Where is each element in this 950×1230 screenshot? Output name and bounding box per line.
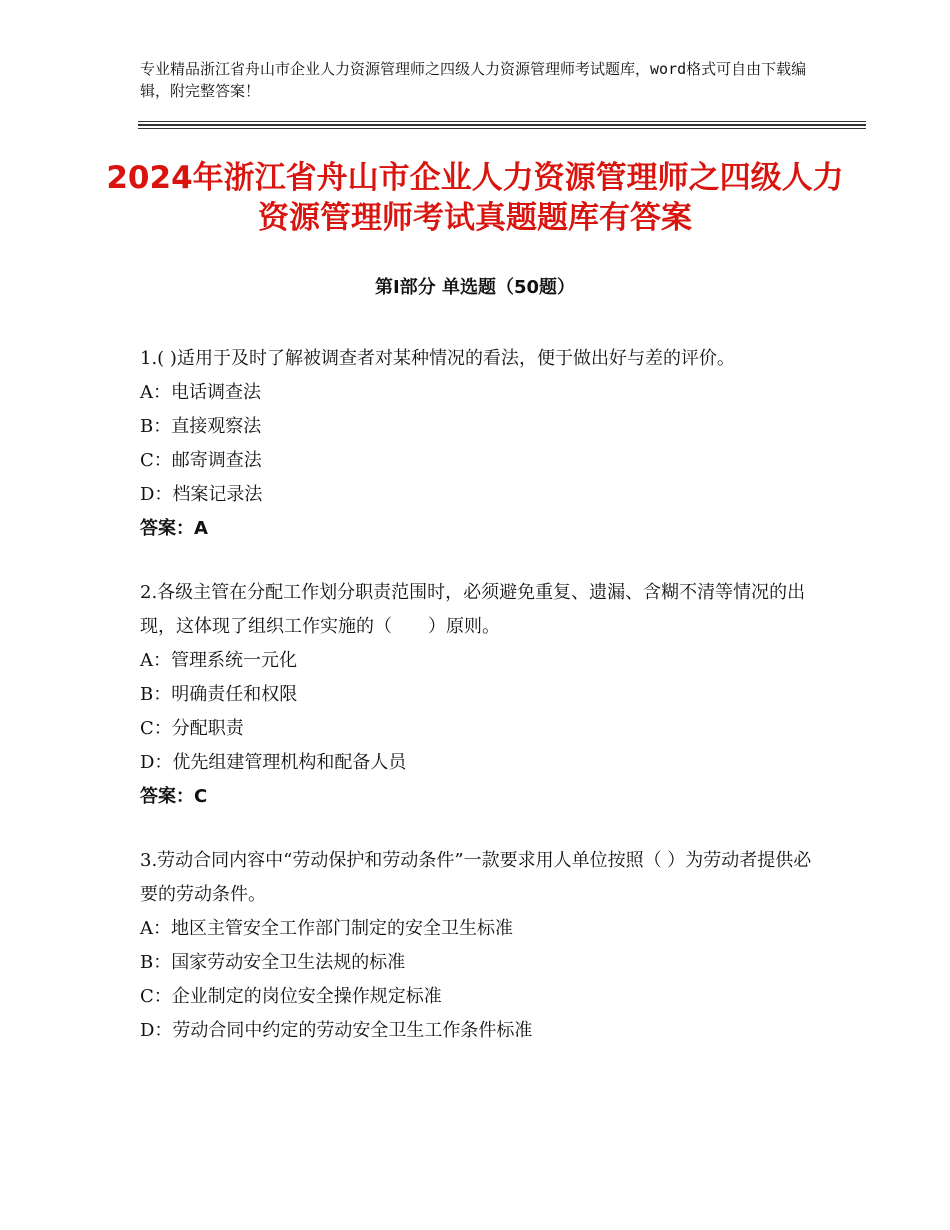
option-b: B：直接观察法: [140, 416, 262, 437]
option-d: D：档案记录法: [140, 484, 263, 505]
option-a: A：管理系统一元化: [140, 650, 297, 671]
question-list: [140, 342, 820, 1078]
header-divider: [138, 121, 866, 122]
option-c: C：企业制定的岗位安全操作规定标准: [140, 986, 442, 1007]
answer: 答案：A: [140, 518, 208, 539]
option-b: B：明确责任和权限: [140, 684, 298, 705]
header-divider-bottom: [138, 128, 866, 129]
option-a: A：地区主管安全工作部门制定的安全卫生标准: [140, 918, 513, 939]
document-title: 2024年浙江省舟山市企业人力资源管理师之四级人力资源管理师考试真题题库有答案: [106, 160, 844, 236]
answer: 答案：C: [140, 786, 208, 807]
option-d: D：劳动合同中约定的劳动安全卫生工作条件标准: [140, 1020, 533, 1041]
option-c: C：分配职责: [140, 718, 244, 739]
question-stem: 1.( )适用于及时了解被调查者对某种情况的看法，便于做出好与差的评价。: [140, 348, 735, 369]
option-b: B：国家劳动安全卫生法规的标准: [140, 952, 406, 973]
header-note: 专业精品浙江省舟山市企业人力资源管理师之四级人力资源管理师考试题库，word格式可自由下载编辑，附完整答案！: [140, 60, 807, 100]
section-title: 第Ⅰ部分 单选题（50题）: [374, 277, 575, 298]
option-c: C：邮寄调查法: [140, 450, 262, 471]
option-a: A：电话调查法: [140, 382, 261, 403]
header-divider-thick: [138, 124, 866, 126]
question-1: [140, 342, 820, 546]
option-d: D：优先组建管理机构和配备人员: [140, 752, 407, 773]
question-stem: 2.各级主管在分配工作划分职责范围时，必须避免重复、遗漏、含糊不清等情况的出现，这体现了组织工作实施的（ ）原则。: [140, 582, 806, 637]
question-2: [140, 576, 820, 814]
question-3: [140, 844, 820, 1048]
question-stem: 3.劳动合同内容中“劳动保护和劳动条件”一款要求用人单位按照（ ）为劳动者提供必要的劳动条件。: [140, 850, 812, 905]
